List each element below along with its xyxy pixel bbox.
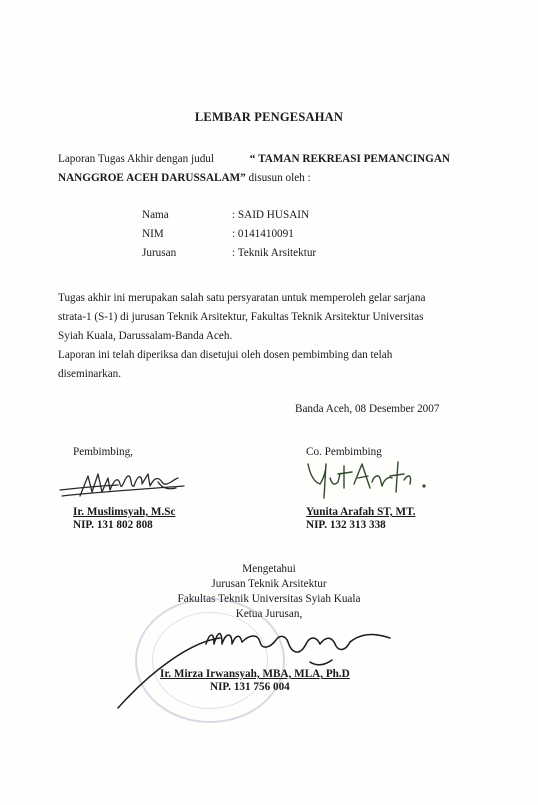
supervisor-role: Pembimbing, [73, 446, 133, 458]
approval-line: Ketua Jurusan, [235, 608, 303, 620]
date-place: Banda Aceh, 08 Desember 2007 [295, 403, 440, 415]
intro-paragraph [58, 150, 450, 188]
approval-line: Fakultas Teknik Universitas Syiah Kuala [177, 593, 361, 605]
co-supervisor-role: Co. Pembimbing [306, 446, 382, 458]
report-title-line2: NANGGROE ACEH DARUSSALAM” [58, 172, 246, 184]
info-value: : Teknik Arsitektur [232, 247, 317, 259]
description-paragraph [58, 289, 450, 384]
info-value: : SAID HUSAIN [232, 209, 310, 221]
info-label: Jurusan [142, 247, 177, 259]
co-supervisor-signature [300, 458, 440, 508]
info-label: NIM [142, 228, 164, 240]
head-of-department-signature [110, 612, 410, 712]
approval-line: Jurusan Teknik Arsitektur [211, 578, 327, 590]
desc-line: diseminarkan. [58, 368, 122, 380]
page-title: LEMBAR PENGESAHAN [194, 110, 344, 124]
intro-quote-open: “ [249, 153, 256, 165]
supervisor-nip: NIP. 131 802 808 [73, 519, 153, 531]
report-title-line1: TAMAN REKREASI PEMANCINGAN [258, 153, 450, 165]
info-label: Nama [142, 209, 169, 221]
info-value: : 0141410091 [232, 228, 294, 240]
approval-line: Mengetahui [242, 563, 296, 575]
desc-line: Tugas akhir ini merupakan salah satu persyaratan untuk memperoleh gelar sarjana [58, 292, 426, 304]
intro-text-b: disusun oleh : [248, 172, 311, 184]
co-supervisor-name: Yunita Arafah ST, MT. [306, 506, 416, 518]
intro-text-a: Laporan Tugas Akhir dengan judul [58, 153, 214, 165]
desc-line: strata-1 (S-1) di jurusan Teknik Arsitektur, Fakultas Teknik Arsitektur Universitas [58, 311, 424, 323]
head-of-department-name: Ir. Mirza Irwansyah, MBA, MLA, Ph.D [160, 668, 350, 680]
supervisor-signature [58, 466, 188, 508]
co-supervisor-nip: NIP. 132 313 338 [306, 519, 386, 531]
head-of-department-nip: NIP. 131 756 004 [210, 681, 290, 693]
info-row-name [142, 206, 316, 225]
info-row-nim [142, 225, 316, 244]
desc-line: Laporan ini telah diperiksa dan disetujui oleh dosen pembimbing dan telah [58, 349, 393, 361]
info-row-department [142, 244, 316, 263]
supervisor-name: Ir. Muslimsyah, M.Sc [73, 506, 176, 518]
desc-line: Syiah Kuala, Darussalam-Banda Aceh. [58, 330, 233, 342]
student-info [142, 206, 316, 263]
